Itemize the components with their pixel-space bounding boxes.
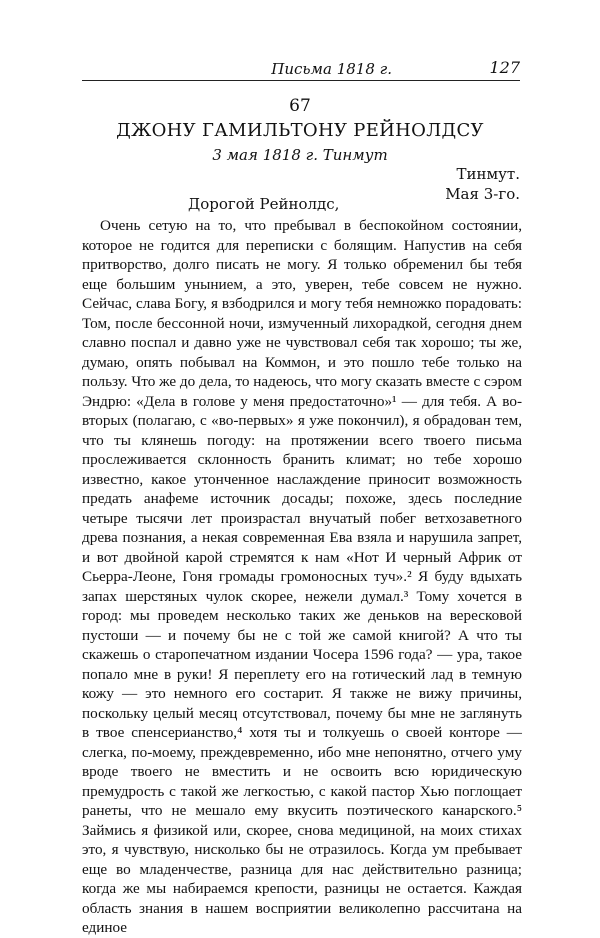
letter-body: Очень сетую на то, что пребывал в беспокойном состоянии, которое не годится для переписки с болящим. Напустив на себя притворство, долго писать не могу. Я только обременил бы тебя еще большим унынием, а это, уверен, тебе совсем не нужно. Сейчас, слава Богу, я взбодрился и могу тебя немножко порадовать: Том, после бессонной ночи, измученный лихорадкой, сегодня днем славно поспал и давно уже не чувствовал себя так хорошо; ты же, думаю, опять побывал на Коммон, и это пошло тебе только на пользу. Что же до дела, то надеюсь, что могу сказать вместе с сэром Эндрю: «Дела в голове у меня предостаточно»¹ — для тебя. А во-вторых (полагаю, с «во-первых» я уже покончил), я обрадован тем, что ты клянешь погоду: на протяжении всего твоего письма прослеживается склонность бранить климат; но тебе хорошо известно, какое утонченное наслаждение приносит возможность предать анафеме источник досады; похоже, здесь последние четыре тысячи лет произрастал внучатый побег ветхозаветного древа познания, а некая современная Ева взяла и нарушила запрет, и вот двойной карой стремятся к нам «Нот И черный Африк от Сьерра-Леоне, Гоня громады громоносных туч».² Я буду вдыхать запах шерстяных чулок скорее, нежели думал.³ Тому хочется в город: мы проведем несколько таких же деньков на вересковой пустоши — и почему бы не с той же самой книгой? А что ты скажешь о старопечатном издании Чосера 1596 года? — ура, такое попало мне в руки! Я переплету его на готический лад в темную кожу — это немного его состарит. Я также не вижу причины, поскольку целый месяц отсутствовал, почему бы мне не заглянуть в твое спенсерианство,⁴ хотя ты и толкуешь о своей конторе — слегка, по-моему, преждевременно, ибо мне непонятно, отчего уму вроде твоего не вместить и не освоить всю юридическую премудрость с такой же легкостью, с какой пастор Хью поглощает ранеты, что не мешало ему вкусить поэтического канарского.⁵ Займись я физикой или, скорее, снова медициной, на моих стихах это, я чувствую, нисколько бы не отразилось. Когда ум пребывает еще во младенчестве, разница для нас действительно разница; когда же мы набираемся крепости, разницы не остается. Каждая область знания в нашем восприятии великолепно рассчитана на единое	[82, 217, 522, 936]
letter-addressee: ДЖОНУ ГАМИЛЬТОНУ РЕЙНОЛДСУ	[116, 120, 484, 141]
letter-place: Тинмут.	[456, 165, 520, 183]
page-number: 127	[489, 58, 520, 77]
running-title: Письма 1818 г.	[271, 60, 392, 78]
letter-number: 67	[289, 96, 311, 116]
letter-local-date: Мая 3-го.	[445, 185, 520, 203]
running-header	[82, 58, 520, 80]
header-rule	[82, 80, 520, 81]
letter-date-line: 3 мая 1818 г. Тинмут	[212, 146, 388, 164]
letter-greeting: Дорогой Рейнолдс,	[188, 195, 340, 213]
letter-place-date	[445, 164, 520, 204]
